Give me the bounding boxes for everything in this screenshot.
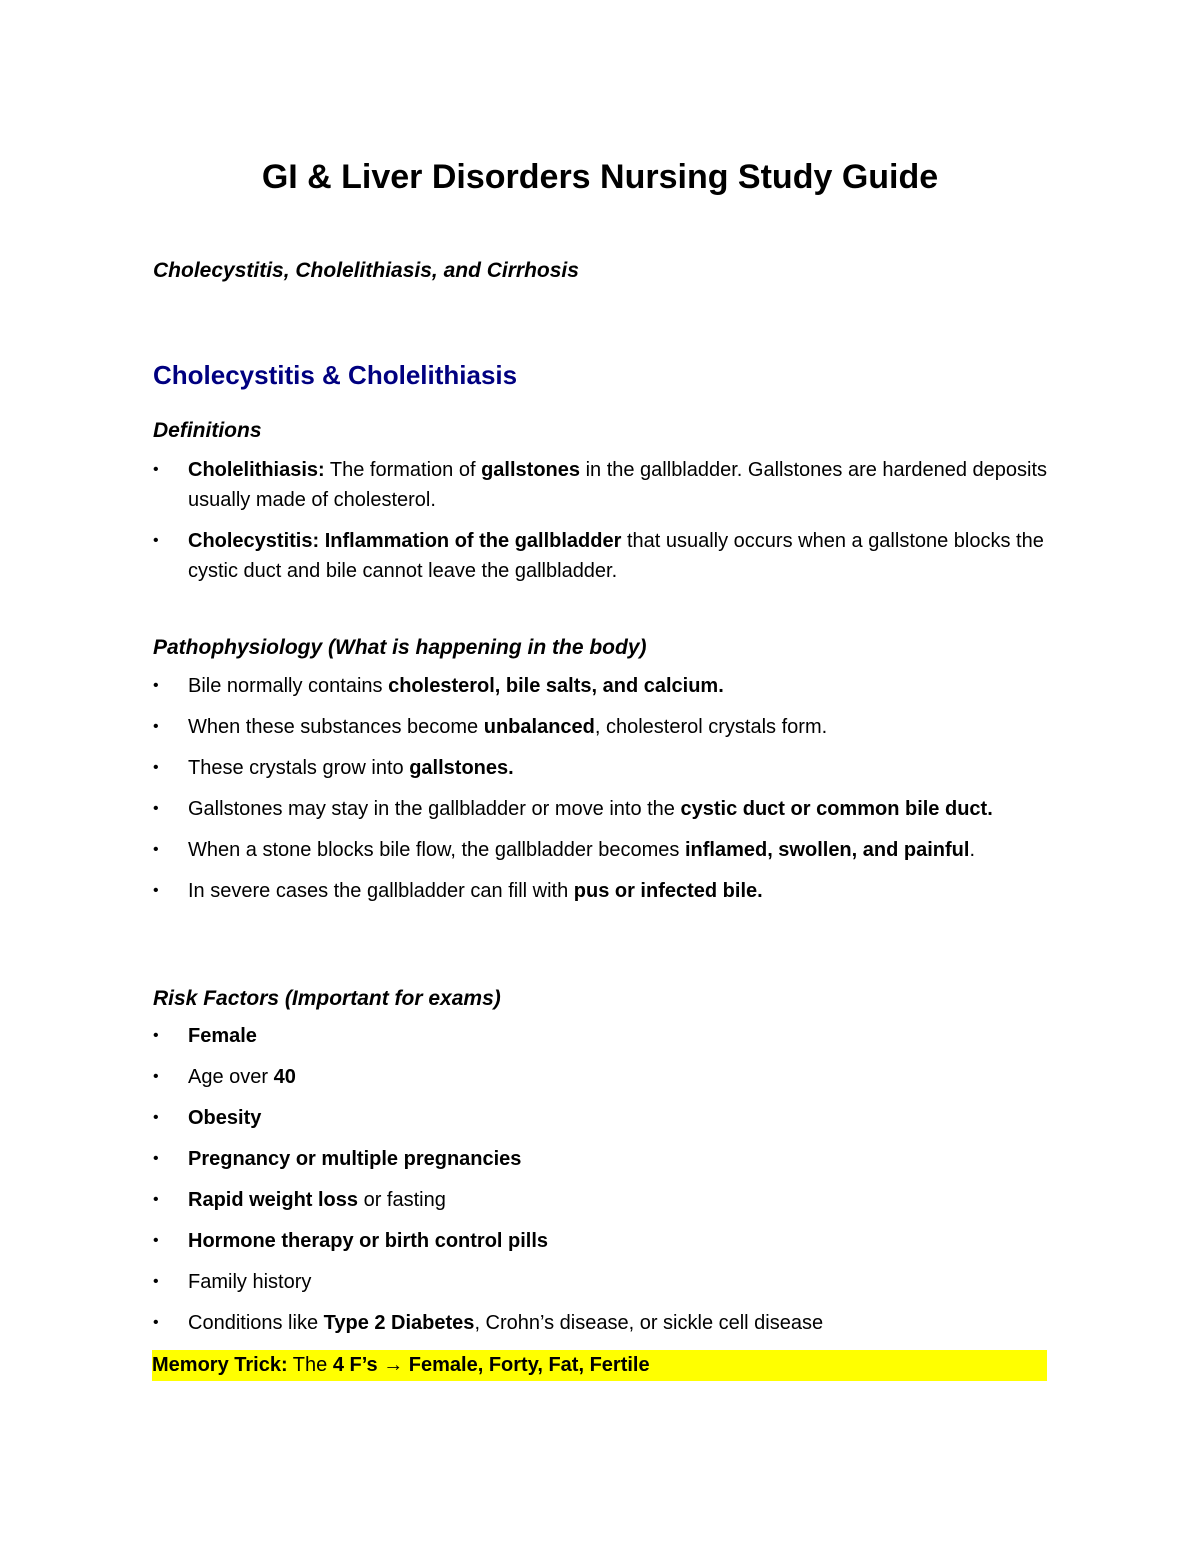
bullet-icon: • <box>153 1232 159 1249</box>
bullet-icon: • <box>153 759 159 776</box>
list-item-text: The formation of <box>324 459 482 481</box>
list-item-text: Family history <box>188 1271 312 1293</box>
list-item-text: gallstones. <box>409 757 514 779</box>
list-item-text: Pregnancy or multiple pregnancies <box>188 1148 522 1170</box>
risk-factors-list <box>153 1021 1053 1349</box>
memory-trick-text-c: Female, Forty, Fat, Fertile <box>408 1354 650 1376</box>
list-item <box>153 712 1053 742</box>
list-item-text: Rapid weight loss <box>188 1189 359 1211</box>
list-item-text: Conditions like <box>188 1312 324 1334</box>
list-item-text: Cholecystitis: Inflammation of the gallbladder <box>188 530 622 552</box>
memory-trick-text-b: 4 F’s <box>332 1354 378 1376</box>
list-item-text: in the gallbladder. Gallstones are hardened deposits usually made of cholesterol. <box>188 459 1047 511</box>
list-item-text: inflamed, swollen, and painful <box>684 839 970 861</box>
list-item-text: Gallstones may stay in the gallbladder or move into the <box>188 798 681 820</box>
pathophysiology-heading: Pathophysiology (What is happening in the body) <box>153 636 647 659</box>
memory-trick-text-a: The <box>287 1354 333 1376</box>
list-item-text: When a stone blocks bile flow, the gallbladder becomes <box>188 839 685 861</box>
list-item-text: , cholesterol crystals form. <box>594 716 828 738</box>
list-item <box>153 753 1053 783</box>
list-item-text: pus or infected bile. <box>573 880 763 902</box>
bullet-icon: • <box>153 882 159 899</box>
list-item <box>153 526 1053 586</box>
list-item <box>153 455 1053 515</box>
list-item-text: cystic duct or common bile duct. <box>680 798 993 820</box>
list-item-text: Female <box>188 1025 257 1047</box>
bullet-icon: • <box>153 1027 159 1044</box>
pathophysiology-list <box>153 671 1053 917</box>
bullet-icon: • <box>153 1273 159 1290</box>
section-heading: Cholecystitis & Cholelithiasis <box>153 360 518 390</box>
bullet-icon: • <box>153 461 159 478</box>
bullet-icon: • <box>153 718 159 735</box>
document-title: GI & Liver Disorders Nursing Study Guide <box>261 158 939 196</box>
list-item-text: When these substances become <box>188 716 484 738</box>
risk-factors-heading: Risk Factors (Important for exams) <box>153 987 501 1010</box>
bullet-icon: • <box>153 841 159 858</box>
list-item <box>153 835 1053 865</box>
list-item-text: Cholelithiasis: <box>188 459 325 481</box>
list-item <box>153 1062 1053 1092</box>
bullet-icon: • <box>153 1191 159 1208</box>
bullet-icon: • <box>153 677 159 694</box>
bullet-icon: • <box>153 1068 159 1085</box>
list-item-text: These crystals grow into <box>188 757 410 779</box>
list-item-text: In severe cases the gallbladder can fill with <box>188 880 574 902</box>
bullet-icon: • <box>153 1109 159 1126</box>
list-item-text: Type 2 Diabetes <box>323 1312 475 1334</box>
bullet-icon: • <box>153 532 159 549</box>
list-item-text: Obesity <box>188 1107 262 1129</box>
list-item <box>153 1103 1053 1133</box>
list-item-text: , Crohn’s disease, or sickle cell disease <box>474 1312 824 1334</box>
list-item-text: Age over <box>188 1066 274 1088</box>
definitions-list <box>153 455 1053 597</box>
list-item <box>153 794 1053 824</box>
list-item <box>153 1144 1053 1174</box>
list-item-text: . <box>969 839 975 861</box>
memory-trick-label: Memory Trick: <box>152 1354 288 1376</box>
list-item <box>153 1185 1053 1215</box>
bullet-icon: • <box>153 1150 159 1167</box>
list-item-text: that usually occurs when a gallstone blocks the cystic duct and bile cannot leave the gallbladder. <box>188 530 1044 582</box>
bullet-icon: • <box>153 800 159 817</box>
list-item <box>153 671 1053 701</box>
list-item-text: gallstones <box>481 459 581 481</box>
list-item-text: unbalanced <box>483 716 595 738</box>
bullet-icon: • <box>153 1314 159 1331</box>
list-item-text: or fasting <box>358 1189 446 1211</box>
list-item <box>153 876 1053 906</box>
memory-trick-highlight <box>152 1350 1047 1381</box>
document-subtitle: Cholecystitis, Cholelithiasis, and Cirrhosis <box>153 259 579 282</box>
list-item <box>153 1267 1053 1297</box>
memory-trick-arrow: → <box>377 1354 409 1376</box>
list-item-text: 40 <box>273 1066 296 1088</box>
list-item-text: cholesterol, bile salts, and calcium. <box>388 675 724 697</box>
definitions-heading: Definitions <box>153 419 262 442</box>
list-item <box>153 1308 1053 1338</box>
list-item <box>153 1021 1053 1051</box>
list-item-text: Hormone therapy or birth control pills <box>188 1230 549 1252</box>
list-item <box>153 1226 1053 1256</box>
list-item-text: Bile normally contains <box>188 675 389 697</box>
